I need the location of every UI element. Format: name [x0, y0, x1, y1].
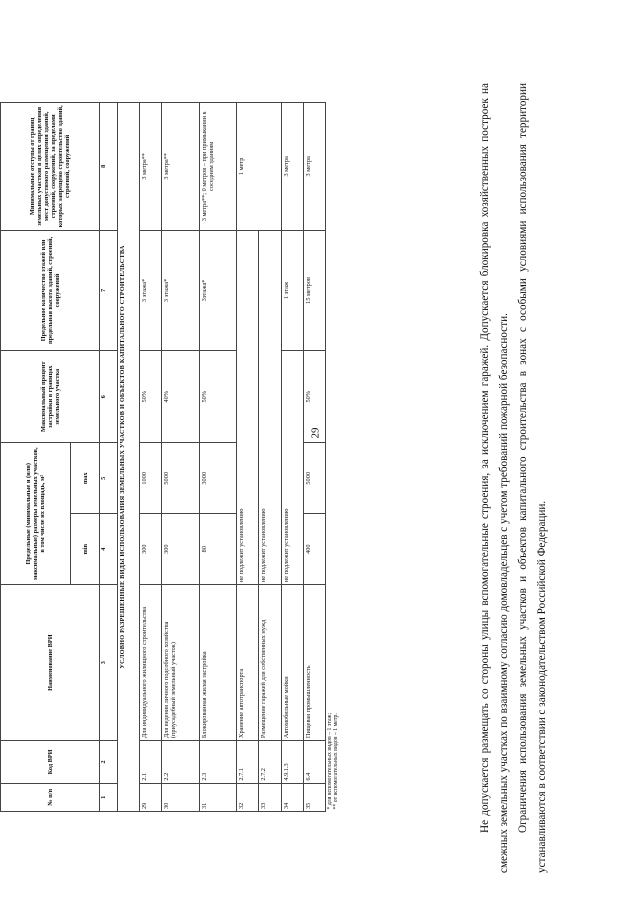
col-number: 5: [100, 443, 118, 514]
col-number: 1: [100, 783, 118, 811]
row-min: 300: [140, 514, 162, 585]
row-setback: 3 метра**: [162, 103, 200, 231]
row-name: Размещение гаражей для собственных нужд: [259, 585, 281, 741]
row-code: 2.1: [140, 741, 162, 784]
table-footnotes: [325, 103, 360, 812]
row-code: 2.7.1: [237, 741, 259, 784]
row-code: 2.7.2: [259, 741, 281, 784]
regulations-table-container: [0, 102, 360, 812]
row-sizes-merged: не подлежит установлению: [259, 230, 281, 584]
row-setback: 3 метра**: [140, 103, 162, 231]
header-sizes: Предельные (минимальные и (или) максимальные) размеры земельных участков, в том числе их площадь, м²: [1, 443, 71, 585]
row-sizes-merged: не подлежит установлению: [237, 230, 259, 584]
row-code: 4.9.1.3: [281, 741, 303, 784]
row-floors: 3 этажа*: [140, 230, 162, 351]
header-num: № п/п: [1, 783, 100, 811]
row-min: 80: [199, 514, 237, 585]
row-max: 5000: [303, 443, 325, 514]
col-number: 2: [100, 741, 118, 784]
table-row: [199, 103, 237, 812]
row-setback: 1 метр: [237, 103, 281, 231]
row-name: Пищевая промышленность: [303, 585, 325, 741]
row-name: Для индивидуального жилищного строительства: [140, 585, 162, 741]
row-number: 33: [259, 783, 281, 811]
row-code: 6.4: [303, 741, 325, 784]
body-text: [476, 83, 626, 873]
row-max: 3000: [199, 443, 237, 514]
header-code: Код ВРИ: [1, 741, 100, 784]
col-number: 4: [100, 514, 118, 585]
header-percent: Максимальный процент застройки в границах земельного участка: [1, 351, 100, 443]
section-title: УСЛОВНО РАЗРЕШЕННЫЕ ВИДЫ ИСПОЛЬЗОВАНИЯ ЗЕМЕЛЬНЫХ УЧАСТКОВ И ОБЪЕКТОВ КАПИТАЛЬНОГО СТРОИТЕЛЬСТВА: [118, 103, 140, 812]
row-min: 400: [303, 514, 325, 585]
col-number: 8: [100, 103, 118, 231]
row-floors: 3 этажа*: [162, 230, 200, 351]
table-row: [237, 103, 259, 812]
row-percent: 50%: [199, 351, 237, 443]
row-setback: 3 метра**; 0 метров – при примыкании к соседним зданиям: [199, 103, 237, 231]
row-percent: 50%: [140, 351, 162, 443]
row-sizes-merged: не подлежит установлению: [281, 351, 303, 585]
page-number: 29: [309, 427, 322, 439]
row-name: Автомобильные мойки: [281, 585, 303, 741]
row-code: 2.3: [199, 741, 237, 784]
row-code: 2.2: [162, 741, 200, 784]
header-setbacks: Минимальные отступы от границ земельных участков в целях определения мест допустимого размещения зданий, строений, сооружений, за пределами которых запрещено строительство зданий, строений, сооружений: [1, 103, 100, 231]
col-number: 3: [100, 585, 118, 741]
regulations-table: [0, 102, 360, 812]
row-number: 31: [199, 783, 237, 811]
table-row: [140, 103, 162, 812]
paragraph: Не допускается размещать со стороны улицы вспомогательные строения, за исключением гаражей. Допускается блокировка хозяйственных построек на смежных земельных участках по взаимному согласию домовладельцев с учетом требований пожарной безопасности.: [479, 83, 510, 873]
row-name: Блокированная жилая застройка: [199, 585, 237, 741]
row-name: Хранение автотранспорта: [237, 585, 259, 741]
row-max: 5000: [162, 443, 200, 514]
header-floors: Предельное количество этажей или предельная высота зданий, строений, сооружений: [1, 230, 100, 351]
row-number: 32: [237, 783, 259, 811]
header-min: min: [71, 514, 100, 585]
col-number: 6: [100, 351, 118, 443]
row-number: 35: [303, 783, 325, 811]
row-number: 29: [140, 783, 162, 811]
header-max: max: [71, 443, 100, 514]
row-floors: 15 метров: [303, 230, 325, 351]
row-percent: 50%: [303, 351, 325, 443]
row-min: 300: [162, 514, 200, 585]
col-number: 7: [100, 230, 118, 351]
row-number: 34: [281, 783, 303, 811]
table-row: [303, 103, 325, 812]
row-max: 1000: [140, 443, 162, 514]
row-name: Для ведения личного подсобного хозяйства (приусадебный земельный участок): [162, 585, 200, 741]
row-percent: 40%: [162, 351, 200, 443]
row-floors: 3этажа*: [199, 230, 237, 351]
row-number: 30: [162, 783, 200, 811]
row-floors: 1 этаж: [281, 230, 303, 351]
header-name: Наименование ВРИ: [1, 585, 100, 741]
paragraph: Ограничения использования земельных участков и объектов капитального строительства в зонах с особыми условиями использования территории устанавливаются в соответствии с законодательством Российской Федерации.: [517, 83, 548, 873]
footnote: ** от вспомогательных видов – 1 метр.: [333, 713, 340, 810]
row-setback: 3 метра: [281, 103, 303, 231]
footnote: * для вспомогательных видов – 1 этаж;: [326, 712, 333, 810]
table-row: [281, 103, 303, 812]
row-setback: 3 метра: [303, 103, 325, 231]
table-row: [162, 103, 200, 812]
